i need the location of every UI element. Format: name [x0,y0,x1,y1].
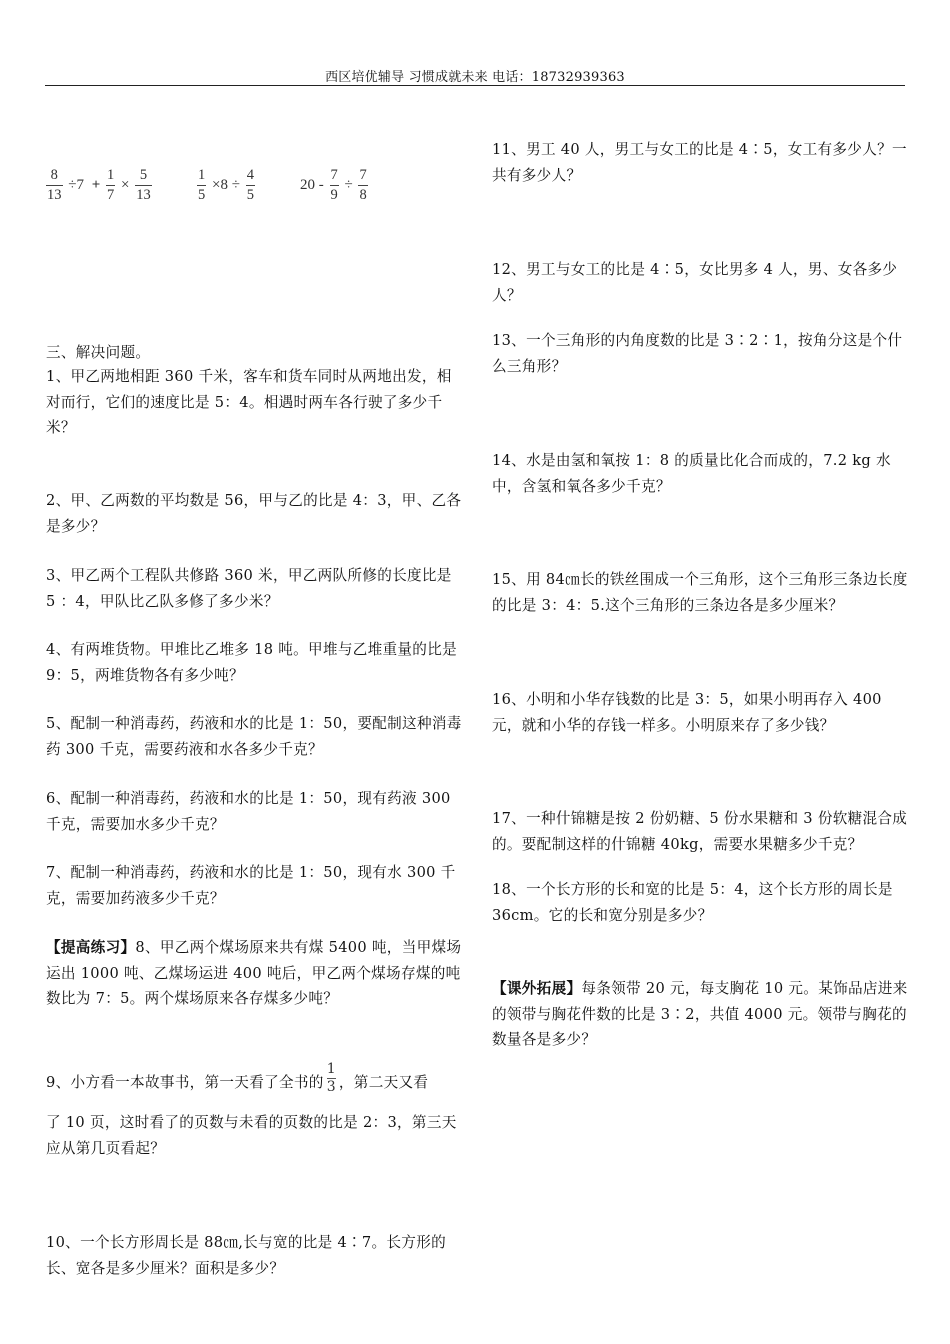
question-9 [46,1060,462,1096]
left-column [46,0,462,1344]
question-1: 1、甲乙两地相距 360 千米，客车和货车同时从两地出发，相对而行，它们的速度比是 5：4。相遇时两车各行驶了多少千米？ [46,368,452,436]
question-14: 14、水是由氢和氧按 1：8 的质量比化合而成的，7.2 kg 水中，含氢和氧各多少千克？ [492,452,891,495]
section-tag: 【提高练习】 [46,939,136,956]
operator: ÷7 [68,177,84,193]
question-4: 4、有两堆货物。甲堆比乙堆多 18 吨。甲堆与乙堆重量的比是 9：5，两堆货物各有多少吨？ [46,641,457,684]
question-17: 17、一种什锦糖是按 2 份奶糖、5 份水果糖和 3 份软糖混合成的。要配制这样的什锦糖 40kg，需要水果糖多少千克？ [492,810,908,853]
right-column [492,0,912,1344]
question-8 [46,935,462,1012]
extension-question [492,976,912,1053]
operator: 20 - [300,177,324,193]
operator: + [91,177,101,193]
question-2: 2、甲、乙两数的平均数是 56，甲与乙的比是 4：3，甲、乙各是多少？ [46,492,462,535]
fraction: $\frac{7}{8}$ [359,167,367,203]
page-header: 西区培优辅导 习惯成就未来 电话：18732939363 [325,70,625,85]
operator: ÷ [344,177,353,193]
question-10: 10、一个长方形周长是 88㎝,长与宽的比是 4∶7。长方形的长、宽各是多少厘米？面积是多少？ [46,1234,446,1277]
fraction: $\frac{1}{7}$ [107,167,115,203]
fraction: $\frac{1}{5}$ [198,167,206,203]
fraction: $\frac{7}{9}$ [330,167,338,203]
question-5: 5、配制一种消毒药，药液和水的比是 1：50，要配制这种消毒药 300 千克，需要药液和水各多少千克？ [46,715,462,758]
section-title: 三、解决问题。 [46,344,151,361]
section-tag: 【课外拓展】 [492,980,582,997]
question-8-text: 8、甲乙两个煤场原来共有煤 5400 吨，当甲煤场运出 1000 吨、乙煤场运进 400 吨后，甲乙两个煤场存煤的吨数比为 7：5。两个煤场原来各存煤多少吨？ [46,939,462,1007]
fraction: $\frac{4}{5}$ [246,167,254,203]
question-15: 15、用 84㎝长的铁丝围成一个三角形，这个三角形三条边长度的比是 3：4：5.这个三角形的三条边各是多少厘米？ [492,571,908,614]
question-13: 13、一个三角形的内角度数的比是 3∶2∶1，按角分这是个什么三角形？ [492,332,903,375]
question-7: 7、配制一种消毒药，药液和水的比是 1：50，现有水 300 千克，需要加药液多少千克？ [46,864,456,907]
question-16: 16、小明和小华存钱数的比是 3：5，如果小明再存入 400 元，就和小华的存钱一样多。小明原来存了多少钱？ [492,691,882,734]
question-9-text-b: ，第二天又看 [338,1074,429,1091]
extension-text: 每条领带 20 元，每支胸花 10 元。某饰品店进来的领带与胸花件数的比是 3∶2，共值 4000 元。领带与胸花的数量各是多少？ [492,980,908,1048]
operator: ×8 ÷ [212,177,240,193]
question-12: 12、男工与女工的比是 4∶5，女比男多 4 人，男、女各多少人？ [492,261,898,304]
question-3: 3、甲乙两个工程队共修路 360 米，甲乙两队所修的长度比是 5 ：4，甲队比乙队多修了多少米？ [46,567,452,610]
fraction: $\frac{5}{13}$ [136,167,151,203]
question-9-continued: 了 10 页，这时看了的页数与未看的页数的比是 2：3，第三天应从第几页看起？ [46,1114,457,1157]
fraction: $\frac{8}{13}$ [47,167,62,203]
operator: × [121,177,130,193]
fraction: $\frac{1}{3}$ [326,1060,336,1095]
question-9-text-a: 9、小方看一本故事书，第一天看了全书的 [46,1074,324,1091]
question-11: 11、男工 40 人，男工与女工的比是 4∶5，女工有多少人？一共有多少人？ [492,141,907,184]
question-6: 6、配制一种消毒药，药液和水的比是 1：50，现有药液 300 千克，需要加水多少千克？ [46,790,451,833]
question-18: 18、一个长方形的长和宽的比是 5：4，这个长方形的周长是 36cm。它的长和宽分别是多少？ [492,881,893,924]
